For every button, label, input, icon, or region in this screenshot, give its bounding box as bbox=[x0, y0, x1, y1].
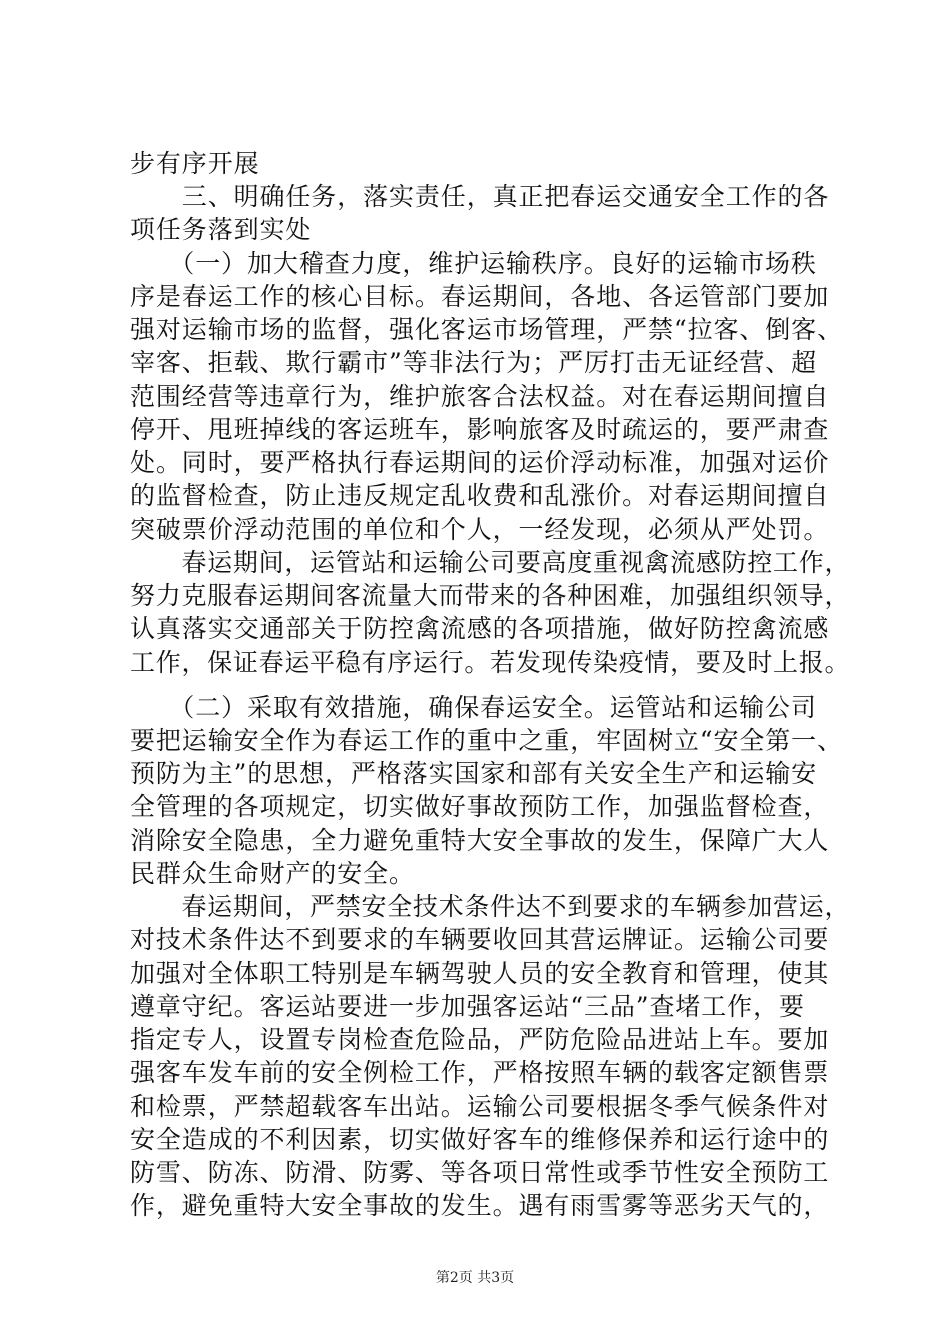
text-line: 处。同时，要严格执行春运期间的运价浮动标准，加强对运价 bbox=[130, 448, 830, 477]
page-number-footer: 第2页 共3页 bbox=[435, 1270, 515, 1286]
text-line: 的监督检查，防止违反规定乱收费和乱涨价。对春运期间擅自 bbox=[130, 481, 830, 510]
text-line: 强对运输市场的监督，强化客运市场管理，严禁“拉客、倒客、 bbox=[130, 315, 843, 344]
text-line: 遵章守纪。客运站要进一步加强客运站“三品”查堵工作，要 bbox=[130, 992, 805, 1021]
text-line: 序是春运工作的核心目标。春运期间，各地、各运管部门要加 bbox=[130, 282, 830, 311]
text-line: 工作，保证春运平稳有序运行。若发现传染疫情，要及时上报。 bbox=[130, 648, 851, 677]
text-line: （一）加大稽查力度，维护运输秩序。良好的运输市场秩 bbox=[130, 249, 817, 278]
text-line: 安全造成的不利因素，切实做好客车的维修保养和运行途中的 bbox=[130, 1125, 830, 1154]
text-line: 强客车发车前的安全例检工作，严格按照车辆的载客定额售票 bbox=[130, 1058, 830, 1087]
text-line: 加强对全体职工特别是车辆驾驶人员的安全教育和管理，使其 bbox=[130, 959, 830, 988]
text-line: （二）采取有效措施，确保春运安全。运管站和运输公司 bbox=[130, 693, 817, 722]
text-line: 项任务落到实处 bbox=[130, 215, 312, 244]
text-line: 对技术条件达不到要求的车辆要收回其营运牌证。运输公司要 bbox=[130, 925, 830, 954]
text-line: 消除安全隐患，全力避免重特大安全事故的发生，保障广大人 bbox=[130, 826, 830, 855]
text-line: 民群众生命财产的安全。 bbox=[130, 859, 415, 888]
text-line: 春运期间，运管站和运输公司要高度重视禽流感防控工作， bbox=[130, 548, 851, 577]
text-line: 认真落实交通部关于防控禽流感的各项措施，做好防控禽流感 bbox=[130, 614, 830, 643]
text-line: 和检票，严禁超载客车出站。运输公司要根据冬季气候条件对 bbox=[130, 1092, 830, 1121]
text-line: 防雪、防冻、防滑、防雾、等各项日常性或季节性安全预防工 bbox=[130, 1158, 830, 1187]
text-line: 作，避免重特大安全事故的发生。遇有雨雪雾等恶劣天气的， bbox=[130, 1191, 830, 1220]
text-line: 停开、甩班掉线的客运班车，影响旅客及时疏运的，要严肃查 bbox=[130, 415, 830, 444]
text-line: 范围经营等违章行为，维护旅客合法权益。对在春运期间擅自 bbox=[130, 382, 830, 411]
text-line: 宰客、拒载、欺行霸市”等非法行为；严厉打击无证经营、超 bbox=[130, 348, 818, 377]
text-line: 春运期间，严禁安全技术条件达不到要求的车辆参加营运， bbox=[130, 892, 851, 921]
text-line: 全管理的各项规定，切实做好事故预防工作，加强监督检查， bbox=[130, 792, 830, 821]
text-line: 要把运输安全作为春运工作的重中之重，牢固树立“安全第一、 bbox=[130, 726, 843, 755]
text-line: 步有序开展 bbox=[130, 149, 260, 178]
text-line: 三、明确任务，落实责任，真正把春运交通安全工作的各 bbox=[130, 182, 830, 211]
text-line: 努力克服春运期间客流量大而带来的各种困难，加强组织领导， bbox=[130, 581, 851, 610]
text-line: 指定专人，设置专岗检查危险品，严防危险品进站上车。要加 bbox=[130, 1025, 830, 1054]
text-line: 预防为主”的思想，严格落实国家和部有关安全生产和运输安 bbox=[130, 759, 818, 788]
text-line: 突破票价浮动范围的单位和个人，一经发现，必须从严处罚。 bbox=[130, 515, 830, 544]
